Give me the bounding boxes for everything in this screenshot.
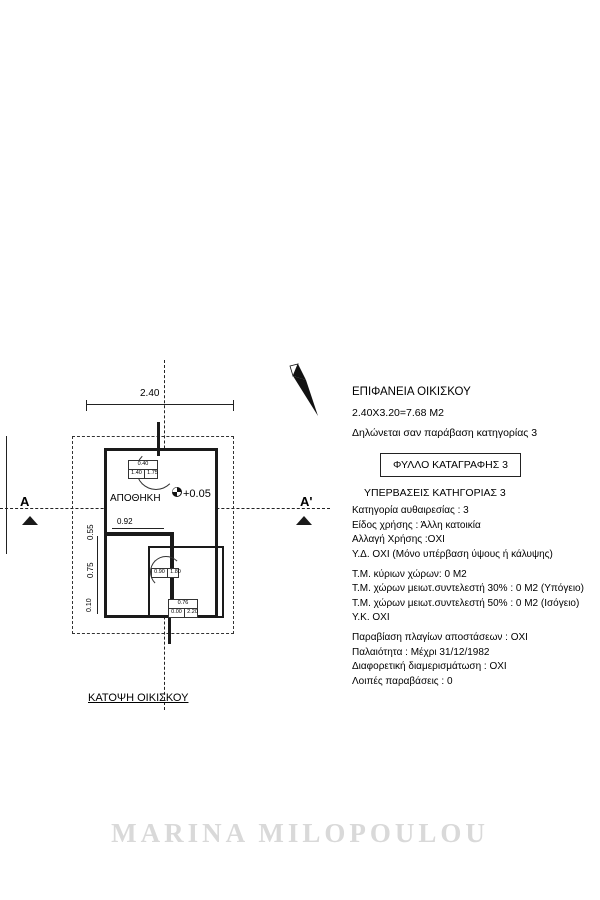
level-marker-icon (172, 487, 182, 497)
report-item: Κατηγορία αυθαιρεσίας : 3 (352, 505, 469, 516)
watermark: MARINA MILOPOULOU (111, 818, 489, 848)
dimbox-top-upper: 0.40 (129, 461, 157, 470)
dim-092-label: 0.92 (117, 517, 133, 526)
report-area-line: 2.40X3.20=7.68 M2 (352, 407, 444, 419)
plan-title: ΚΑΤΟΨΗ ΟΙΚΙΣΚΟΥ (88, 692, 189, 704)
section-arrow-right-icon (296, 516, 312, 525)
dimbox-top (128, 460, 158, 479)
dimbox-arc-right: 1.80 (170, 569, 181, 575)
report-item: Είδος χρήσης : Άλλη κατοικία (352, 519, 481, 531)
partition-wall-horizontal (104, 532, 174, 536)
vertical-dim-tick-2 (97, 574, 98, 614)
report-item: Τ.Μ. χώρων μειωτ.συντελεστή 30% : 0 Μ2 (Υπόγειο) (352, 583, 584, 594)
section-label-right: A' (300, 494, 313, 509)
report-item: Λοιπές παραβάσεις : 0 (352, 675, 453, 687)
left-dimension-line (6, 436, 7, 554)
report-subheading: ΥΠΕΡΒΑΣΕΙΣ ΚΑΤΗΓΟΡΙΑΣ 3 (364, 487, 506, 499)
sheet-box: ΦΥΛΛΟ ΚΑΤΑΓΡΑΦΗΣ 3 (380, 453, 521, 477)
top-dimension-line (86, 404, 234, 405)
report-panel (352, 386, 600, 690)
report-item: Παραβίαση πλαγίων αποστάσεων : ΟΧΙ (352, 632, 528, 643)
dimbox-mid-lower-right: 2.20 (187, 608, 198, 615)
section-label-left: A (20, 494, 30, 509)
north-arrow-icon (282, 362, 328, 418)
room-label: ΑΠΟΘΗΚΗ (110, 493, 161, 504)
report-item: Τ.Μ. κύριων χώρων: 0 Μ2 (352, 568, 467, 580)
dim-010-label: 0.10 (86, 598, 93, 612)
report-item: Διαφορετική διαμερισμάτωση : ΟΧΙ (352, 661, 507, 672)
dim-055-label: 0.55 (86, 524, 95, 540)
floor-plan-drawing (0, 360, 330, 710)
report-item: Τ.Μ. χώρων μειωτ.συντελεστή 50% : 0 Μ2 (Ισόγειο) (352, 597, 580, 609)
dim-075-label: 0.75 (86, 562, 95, 578)
report-item: Παλαιότητα : Μέχρι 31/12/1982 (352, 646, 490, 658)
report-item: Υ.Δ. ΟΧΙ (Μόνο υπέρβαση ύψους ή κάλυψης) (352, 548, 553, 560)
report-declaration: Δηλώνεται σαν παράβαση κατηγορίας 3 (352, 427, 538, 439)
level-label: +0.05 (183, 488, 211, 500)
vertical-dim-tick-1 (97, 536, 98, 574)
dimbox-top-lower-right: 1.75 (147, 469, 158, 476)
dimbox-top-lower-left: 1.40 (129, 470, 145, 478)
dimbox-arc-left: 0.90 (152, 569, 168, 577)
section-arrow-left-icon (22, 516, 38, 525)
report-heading: ΕΠΙΦΑΝΕΙΑ ΟΙΚΙΣΚΟΥ (352, 386, 471, 398)
dim-092-line (112, 528, 164, 529)
report-item: Υ.Κ. ΟΧΙ (352, 612, 390, 623)
top-dimension-label: 2.40 (140, 388, 160, 399)
dimbox-mid-lower-left: 0.00 (169, 609, 185, 617)
report-item: Αλλαγή Χρήσης :ΟΧΙ (352, 534, 445, 545)
dimbox-arc (151, 568, 179, 578)
left-dimension-label (0, 486, 2, 504)
dimbox-mid-upper: 0.76 (169, 600, 197, 609)
dimbox-mid (168, 599, 198, 618)
